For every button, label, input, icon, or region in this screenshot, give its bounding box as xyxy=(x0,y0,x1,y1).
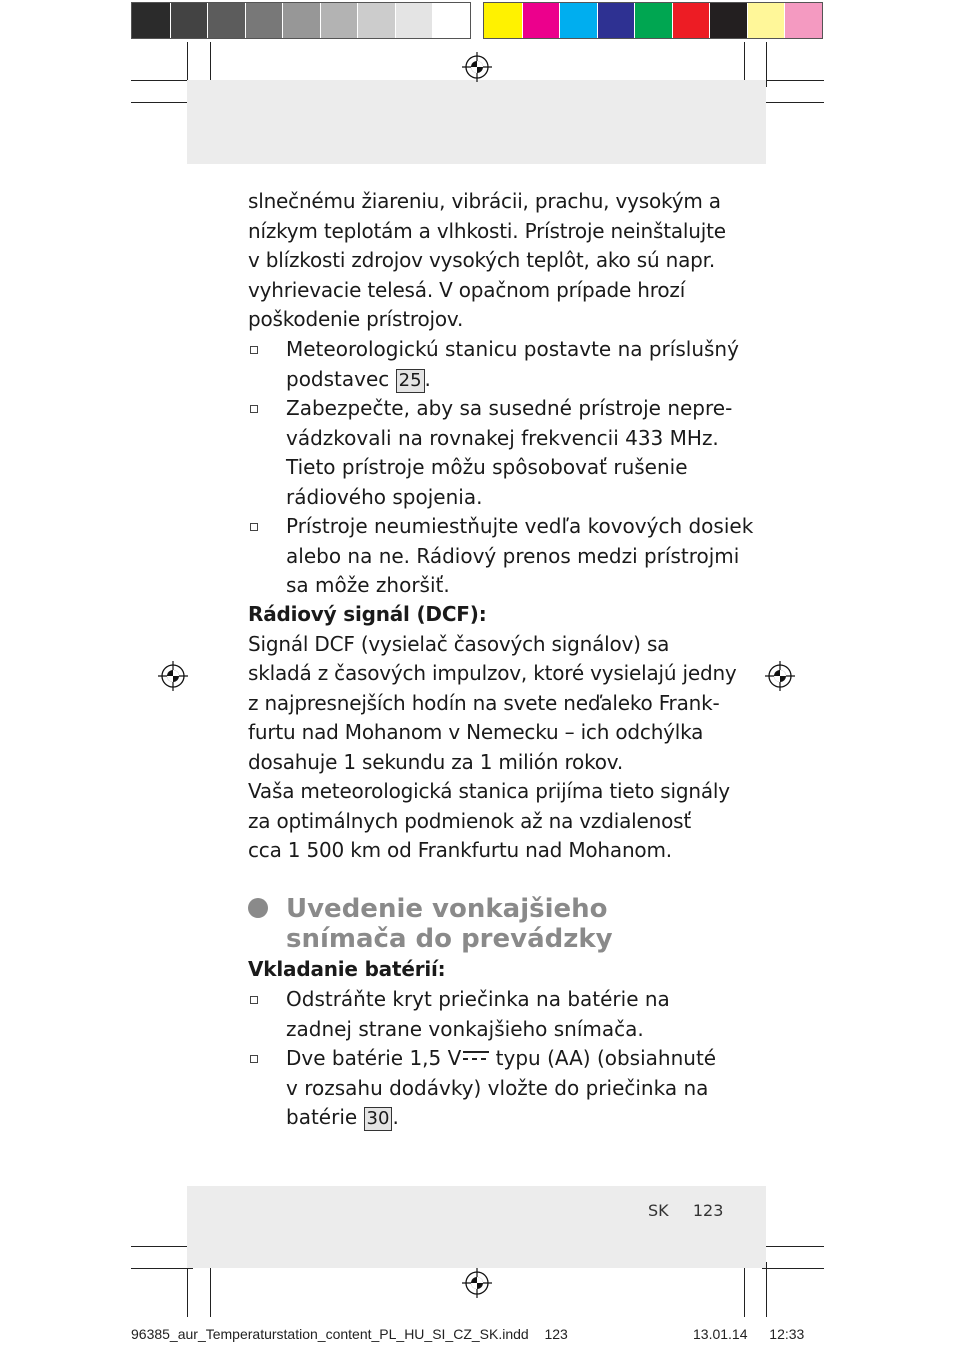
slug-file: 96385_aur_Temperaturstation_content_PL_HU_SI_CZ_SK.indd xyxy=(131,1326,529,1342)
direct-current-icon xyxy=(463,1051,489,1063)
crop-mark xyxy=(131,1268,193,1269)
color-swatch xyxy=(709,3,747,38)
page-footer xyxy=(648,1201,723,1220)
text-fragment: . xyxy=(424,366,431,391)
text-line: skladá z časových impulzov, ktoré vysielajú jedny xyxy=(248,661,737,685)
color-calibration-bar xyxy=(483,2,823,39)
text-line: z najpresnejších hodín na svete neďaleko Frank- xyxy=(248,690,720,715)
text-fragment: typu (AA) (obsiahnuté xyxy=(495,1046,717,1070)
crop-mark xyxy=(762,102,824,103)
text-line: nízkym teplotám a vlhkosti. Prístroje neinštalujte xyxy=(248,218,726,243)
crop-mark xyxy=(762,1246,824,1247)
text-line: rádiového spojenia. xyxy=(286,484,483,509)
color-swatch xyxy=(522,3,560,38)
text-line: Vaša meteorologická stanica prijíma tieto signály xyxy=(248,779,730,803)
slug-date: 13.01.14 xyxy=(693,1326,748,1342)
reference-number-box: 25 xyxy=(396,369,425,393)
checkbox-bullet-icon xyxy=(250,405,258,413)
text-line: dosahuje 1 sekundu za 1 milión rokov. xyxy=(248,749,624,774)
checkbox-bullet-icon xyxy=(250,996,258,1004)
gray-calibration-bar xyxy=(131,2,471,39)
slug-time: 12:33 xyxy=(769,1326,805,1342)
crop-mark xyxy=(762,80,824,81)
intro-paragraph xyxy=(248,187,726,335)
language-code: SK xyxy=(648,1201,669,1220)
color-swatch xyxy=(672,3,710,38)
text-fragment: podstavec xyxy=(286,366,390,391)
registration-mark-icon xyxy=(462,52,492,82)
crop-mark xyxy=(131,102,193,103)
reference-number-box: 30 xyxy=(364,1107,393,1131)
batteries-heading-block xyxy=(248,955,708,985)
text-line: vyhrievacie telesá. V opačnom prípade hrozí xyxy=(248,277,686,302)
text-line: furtu nad Mohanom v Nemecku – ich odchýlka xyxy=(248,720,704,744)
text-line: Zabezpečte, aby sa susedné prístroje nepre- xyxy=(286,396,733,420)
crop-mark xyxy=(766,42,767,87)
section-title: snímača do prevádzky xyxy=(286,924,613,954)
page-number: 123 xyxy=(692,1201,724,1220)
text-line: v rozsahu dodávky) vložte do priečinka na xyxy=(286,1075,709,1100)
checkbox-bullet-icon xyxy=(250,523,258,531)
color-swatch xyxy=(747,3,785,38)
text-line: Signál DCF (vysielač časových signálov) sa xyxy=(248,631,670,656)
crop-mark xyxy=(187,1262,188,1317)
color-swatch xyxy=(132,3,170,38)
text-line xyxy=(286,1103,399,1133)
slug-filename xyxy=(131,1326,568,1342)
crop-mark xyxy=(131,80,193,81)
color-swatch xyxy=(395,3,433,38)
registration-mark-icon xyxy=(158,661,188,691)
text-line: v blízkosti zdrojov vysokých teplôt, ako sú napr. xyxy=(248,248,715,272)
checkbox-bullet-icon xyxy=(250,1055,258,1063)
text-line: Tieto prístroje môžu spôsobovať rušenie xyxy=(286,455,688,479)
color-swatch xyxy=(320,3,358,38)
crop-mark xyxy=(766,1262,767,1317)
color-swatch xyxy=(597,3,635,38)
footer-panel xyxy=(187,1186,766,1268)
text-line: poškodenie prístrojov. xyxy=(248,307,464,331)
section-title: Uvedenie vonkajšieho xyxy=(286,894,608,924)
color-swatch xyxy=(245,3,283,38)
slug-page: 123 xyxy=(544,1326,568,1342)
section-subheading: Rádiový signál (DCF): xyxy=(248,602,487,626)
color-swatch xyxy=(357,3,395,38)
color-swatch xyxy=(484,3,522,38)
text-line: Meteorologickú stanicu postavte na príslušný xyxy=(286,337,739,361)
registration-mark-icon xyxy=(462,1268,492,1298)
text-line xyxy=(286,1044,716,1074)
color-swatch xyxy=(207,3,245,38)
color-swatch xyxy=(559,3,597,38)
section-subheading: Vkladanie batérií: xyxy=(248,957,446,981)
crop-mark xyxy=(762,1268,824,1269)
text-line: sa môže zhoršiť. xyxy=(286,573,450,597)
text-fragment: batérie xyxy=(286,1105,358,1129)
text-line: cca 1 500 km od Frankfurtu nad Mohanom. xyxy=(248,838,672,862)
text-line: slnečnému žiareniu, vibrácii, prachu, vysokým a xyxy=(248,189,721,213)
slug-datetime xyxy=(693,1326,804,1342)
text-line: alebo na ne. Rádiový prenos medzi prístrojmi xyxy=(286,543,740,568)
crop-mark xyxy=(744,1262,745,1317)
section-bullet-icon xyxy=(248,898,268,918)
dcf-section xyxy=(248,600,737,866)
color-swatch xyxy=(634,3,672,38)
text-line xyxy=(286,365,431,395)
color-swatch xyxy=(170,3,208,38)
color-swatch xyxy=(784,3,822,38)
registration-mark-icon xyxy=(765,661,795,691)
crop-mark xyxy=(131,1246,193,1247)
checkbox-bullet-icon xyxy=(250,346,258,354)
text-line: Prístroje neumiestňujte vedľa kovových dosiek xyxy=(286,514,754,538)
text-line: zadnej strane vonkajšieho snímača. xyxy=(286,1016,644,1041)
text-line: za optimálnych podmienok až na vzdialenosť xyxy=(248,808,691,833)
color-swatch xyxy=(432,3,470,38)
text-line: vádzkovali na rovnakej frekvencii 433 MHz. xyxy=(286,425,719,450)
color-swatch xyxy=(282,3,320,38)
crop-mark xyxy=(210,1262,211,1317)
text-line: Odstráňte kryt priečinka na batérie na xyxy=(286,987,670,1011)
text-fragment: Dve batérie 1,5 V xyxy=(286,1046,462,1070)
text-fragment: . xyxy=(392,1105,399,1129)
header-panel xyxy=(187,80,766,164)
